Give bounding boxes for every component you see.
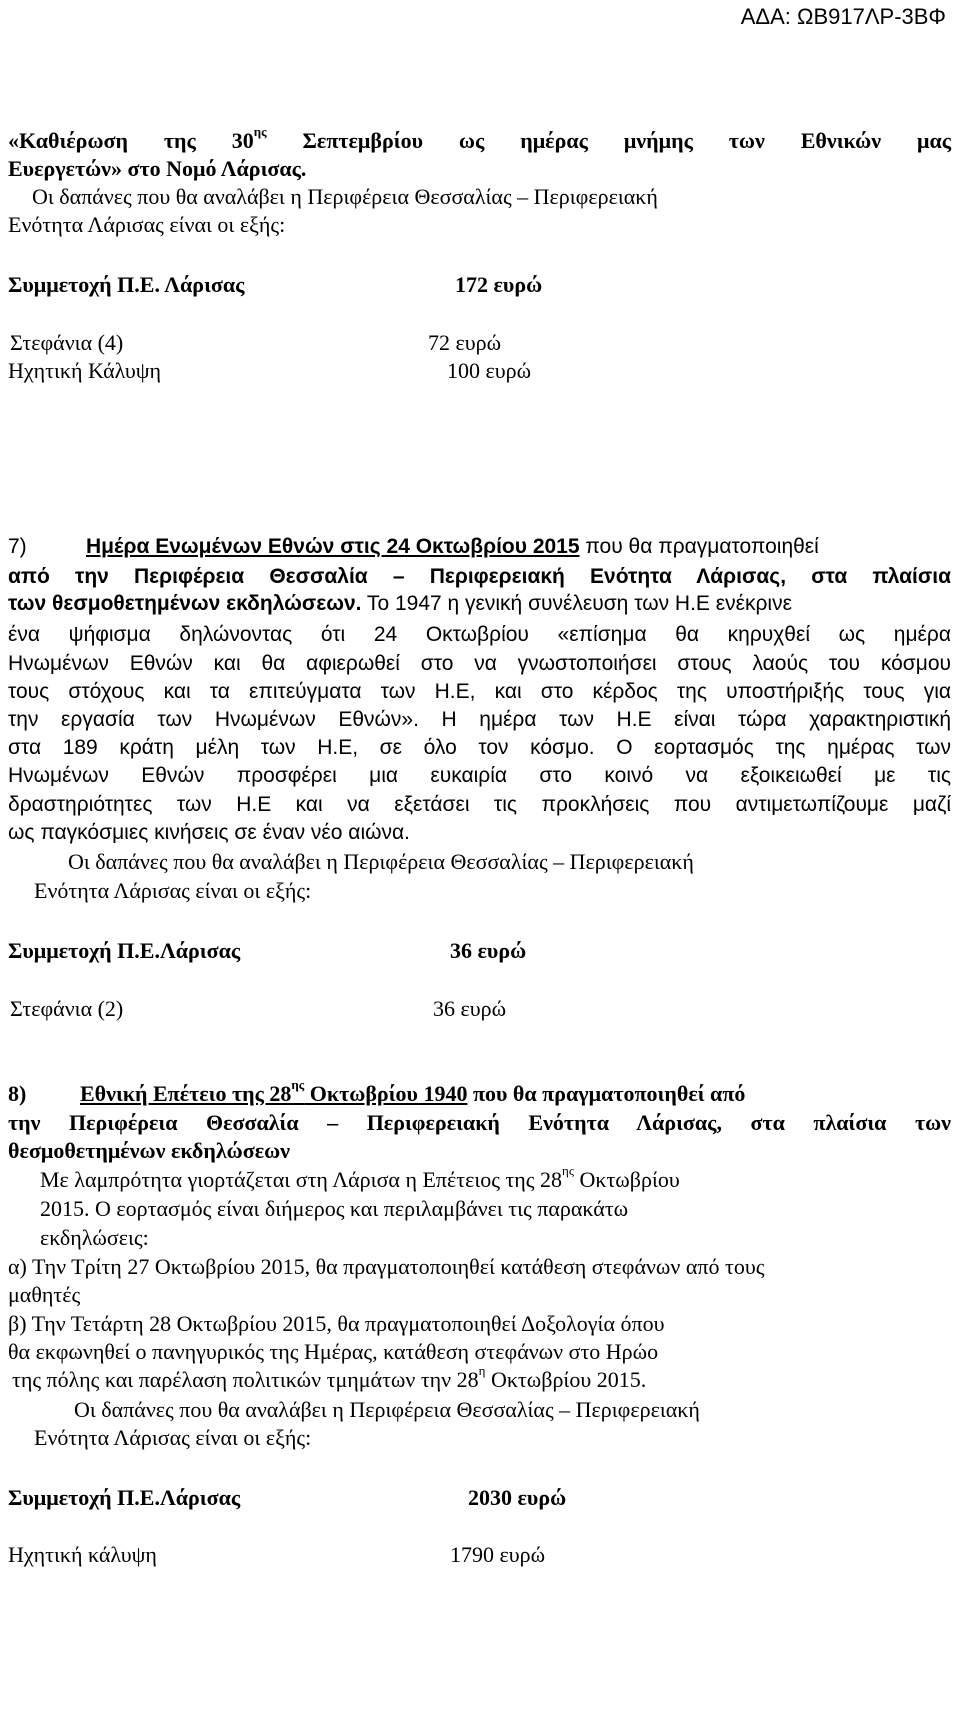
sec8-participation-label: Συμμετοχή Π.Ε.Λάρισας — [8, 1485, 241, 1510]
sec7-item-label: Στεφάνια (2) — [10, 996, 124, 1021]
sec7-bold-line2: από την Περιφέρεια Θεσσαλία – Περιφερειακή Ενότητα Λάρισας, στα πλαίσια — [8, 565, 951, 588]
sec8-celebration-line: Με λαμπρότητα γιορτάζεται στη Λάρισα η Επέτειος της $28^{\eta\varsigma}$ Οκτωβρίου — [40, 1163, 680, 1192]
sec6-participation-label: Συμμετοχή Π.Ε. Λάρισας — [8, 272, 245, 297]
sec6-intro-line2: Ευεργετών» στο Νομό Λάρισας. — [8, 156, 307, 181]
sec7-body-line: στα 189 κράτη μέλη των Η.Ε, σε όλο τον κόσμο. Ο εορτασμός της ημέρας των — [8, 736, 951, 759]
sec8-title: Εθνική Επέτειο της $28^{\eta\varsigma}$ Οκτωβρίου 1940 που θα πραγματοποιηθεί από — [80, 1077, 746, 1106]
sec8-bold-line2: την Περιφέρεια Θεσσαλία – Περιφερειακή Ενότητα Λάρισας, στα πλαίσια των — [8, 1110, 951, 1135]
sec8-item-a-line1: α) Την Τρίτη 27 Οκτωβρίου 2015, θα πραγματοποιηθεί κατάθεση στεφάνων από τους — [8, 1254, 765, 1279]
sec8-item-label: Ηχητική κάλυψη — [8, 1542, 157, 1567]
sec8-item-b-line2: θα εκφωνηθεί ο πανηγυρικός της Ημέρας, κατάθεση στεφάνων στο Ηρώο — [8, 1339, 659, 1364]
sec7-bold-line3: των θεσμοθετημένων εκδηλώσεων. Το 1947 η γενική συνέλευση των Η.Ε ενέκρινε — [8, 592, 792, 615]
sec7-title-underlined: Ημέρα Ενωμένων Εθνών στις 24 Οκτωβρίου 2015 — [86, 535, 580, 558]
sec7-body-line: ένα ψήφισμα δηλώνοντας ότι 24 Οκτωβρίου «επίσημα θα κηρυχθεί ως ημέρα — [8, 623, 951, 646]
sec7-participation-amount: 36 ευρώ — [450, 938, 527, 963]
sec7-body-line: Ηνωμένων Εθνών προσφέρει μια ευκαιρία στο κοινό να εξοικειωθεί με τις — [8, 764, 951, 787]
sec8-item-b-line1: β) Την Τετάρτη 28 Οκτωβρίου 2015, θα πραγματοποιηθεί Δοξολογία όπου — [8, 1311, 665, 1336]
sec6-costs-line1: Οι δαπάνες που θα αναλάβει η Περιφέρεια Θεσσαλίας – Περιφερειακή — [32, 184, 658, 209]
sec7-body-line: Ηνωμένων Εθνών και θα αφιερωθεί στο να γνωστοποιήσει στους λαούς του κόσμου — [8, 652, 951, 675]
sec8-costs-line1: Οι δαπάνες που θα αναλάβει η Περιφέρεια Θεσσαλίας – Περιφερειακή — [74, 1397, 700, 1422]
sec8-item-a-line2: μαθητές — [8, 1282, 81, 1307]
sec8-participation-amount: 2030 ευρώ — [468, 1485, 567, 1510]
sec7-body-last: ως παγκόσμιες κινήσεις σε έναν νέο αιώνα. — [8, 821, 410, 844]
sec8-costs-line2: Ενότητα Λάρισας είναι οι εξής: — [34, 1425, 312, 1450]
sec6-item-amount: 100 ευρώ — [447, 358, 532, 383]
sec8-bold-line3: θεσμοθετημένων εκδηλώσεων — [8, 1138, 291, 1163]
sec8-number: 8) — [8, 1081, 27, 1106]
sec6-participation-amount: 172 ευρώ — [455, 272, 543, 297]
sec7-body-line: τους στόχους και τα επιτεύγματα των Η.Ε, και στο κέρδος της υποστήριξής τους για — [8, 680, 951, 703]
sec7-costs-line2: Ενότητα Λάρισας είναι οι εξής: — [34, 878, 312, 903]
sec7-title: Ημέρα Ενωμένων Εθνών στις 24 Οκτωβρίου 2015 που θα πραγματοποιηθεί — [86, 535, 819, 558]
sec7-costs-line1: Οι δαπάνες που θα αναλάβει η Περιφέρεια Θεσσαλίας – Περιφερειακή — [68, 849, 694, 874]
sec6-item-label: Ηχητική Κάλυψη — [8, 358, 162, 383]
sec8-line-2015: 2015. Ο εορτασμός είναι διήμερος και περιλαμβάνει τις παρακάτω — [40, 1196, 629, 1221]
sec8-item-amount: 1790 ευρώ — [450, 1542, 546, 1567]
sec6-item-amount: 72 ευρώ — [428, 330, 502, 355]
sec6-intro-line1: «Καθιέρωση της $30^{\eta\varsigma}$ Σεπτεμβρίου ως ημέρας μνήμης των Εθνικών μας — [8, 124, 951, 153]
sec7-item-amount: 36 ευρώ — [433, 996, 507, 1021]
sec7-number: 7) — [8, 535, 27, 558]
sec6-costs-line2: Ενότητα Λάρισας είναι οι εξής: — [8, 212, 286, 237]
sec7-body-line: δραστηριότητες των Η.Ε και να εξετάσει τις προκλήσεις που αντιμετωπίζουμε μαζί — [8, 793, 951, 816]
sec8-line-events: εκδηλώσεις: — [40, 1225, 149, 1250]
sec6-item-label: Στεφάνια (4) — [10, 330, 124, 355]
sec8-item-b-line3: της πόλης και παρέλαση πολιτικών τμημάτων την $28^\eta$ Οκτωβρίου 2015. — [12, 1363, 647, 1392]
ada-code: ΑΔΑ: ΩΒ917ΛΡ-3ΒΦ — [740, 4, 946, 29]
sec8-title-underlined: Εθνική Επέτειο της $28^{\eta\varsigma}$ Οκτωβρίου 1940 — [80, 1077, 468, 1106]
sec7-body-line: την εργασία των Ηνωμένων Εθνών». Η ημέρα των Η.Ε είναι τώρα χαρακτηριστική — [8, 708, 951, 731]
sec7-participation-label: Συμμετοχή Π.Ε.Λάρισας — [8, 938, 241, 963]
